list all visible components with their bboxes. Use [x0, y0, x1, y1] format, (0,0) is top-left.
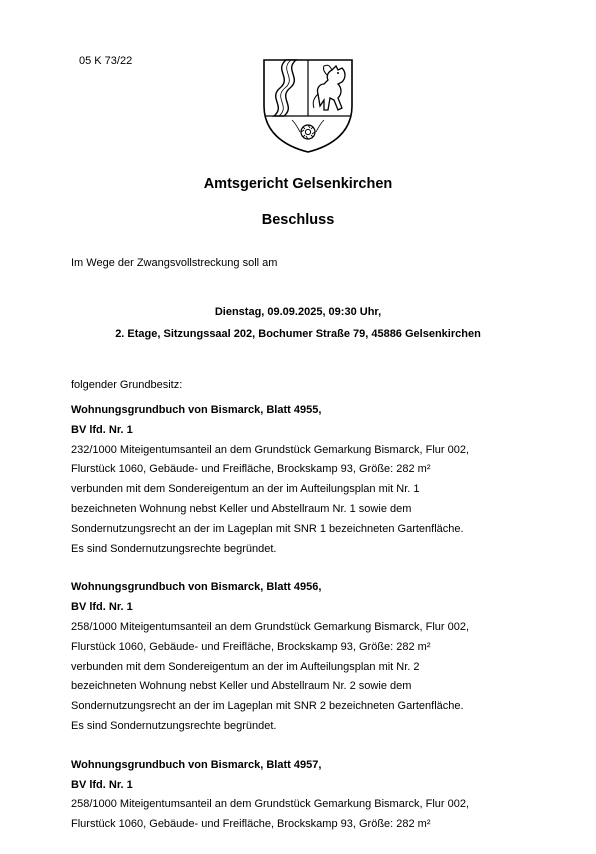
property-description-line: Sondernutzungsrecht an der im Lageplan mit SNR 1 bezeichneten Gartenfläche.	[71, 522, 464, 535]
document-type: Beschluss	[261, 212, 335, 228]
property-description-line: Flurstück 1060, Gebäude- und Freifläche, Brockskamp 93, Größe: 282 m²	[71, 463, 431, 476]
property-entry	[71, 756, 541, 835]
property-bv-number: BV lfd. Nr. 1	[71, 601, 133, 614]
property-entry	[71, 401, 541, 559]
intro-text: Im Wege der Zwangsvollstreckung soll am	[71, 257, 278, 269]
property-description-line: bezeichneten Wohnung nebst Keller und Abstellraum Nr. 1 sowie dem	[71, 502, 412, 515]
property-description-line: 258/1000 Miteigentumsanteil an dem Grundstück Gemarkung Bismarck, Flur 002,	[71, 620, 470, 633]
property-description-line: Flurstück 1060, Gebäude- und Freifläche, Brockskamp 93, Größe: 282 m²	[71, 818, 431, 831]
lead-text: folgender Grundbesitz:	[71, 379, 183, 391]
property-description-line: Flurstück 1060, Gebäude- und Freifläche, Brockskamp 93, Größe: 282 m²	[71, 640, 431, 653]
hearing-location: 2. Etage, Sitzungssaal 202, Bochumer Straße 79, 45886 Gelsenkirchen	[115, 328, 481, 340]
property-title: Wohnungsgrundbuch von Bismarck, Blatt 4957,	[71, 758, 322, 771]
property-description-line: 258/1000 Miteigentumsanteil an dem Grundstück Gemarkung Bismarck, Flur 002,	[71, 798, 470, 811]
property-title: Wohnungsgrundbuch von Bismarck, Blatt 4956,	[71, 581, 322, 594]
property-description-line: bezeichneten Wohnung nebst Keller und Abstellraum Nr. 2 sowie dem	[71, 680, 412, 693]
nrw-coat-of-arms-icon	[258, 54, 358, 154]
hearing-date-time: Dienstag, 09.09.2025, 09:30 Uhr,	[214, 306, 382, 318]
property-title: Wohnungsgrundbuch von Bismarck, Blatt 4955,	[71, 404, 322, 416]
court-name: Amtsgericht Gelsenkirchen	[203, 176, 393, 192]
property-description-line: 232/1000 Miteigentumsanteil an dem Grundstück Gemarkung Bismarck, Flur 002,	[71, 443, 470, 456]
property-description-line: verbunden mit dem Sondereigentum an der im Aufteilungsplan mit Nr. 2	[71, 660, 420, 673]
property-description-line: Sondernutzungsrecht an der im Lageplan mit SNR 2 bezeichneten Gartenfläche.	[71, 700, 464, 713]
property-entry	[71, 578, 541, 736]
property-list	[71, 401, 541, 854]
property-description-line: Es sind Sondernutzungsrechte begründet.	[71, 542, 277, 555]
property-bv-number: BV lfd. Nr. 1	[71, 423, 133, 436]
property-description-line: verbunden mit dem Sondereigentum an der im Aufteilungsplan mit Nr. 1	[71, 483, 420, 496]
property-bv-number: BV lfd. Nr. 1	[71, 778, 133, 791]
property-description-line: Es sind Sondernutzungsrechte begründet.	[71, 719, 277, 732]
case-number: 05 K 73/22	[79, 55, 133, 67]
